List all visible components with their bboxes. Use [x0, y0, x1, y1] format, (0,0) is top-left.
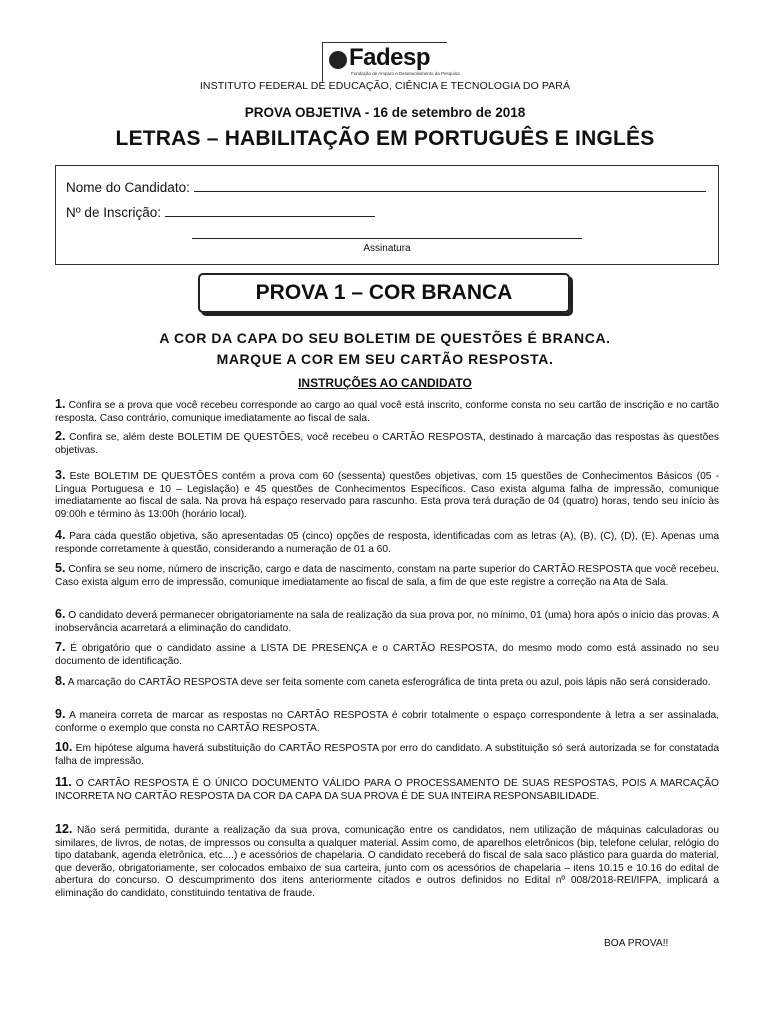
exam-date: PROVA OBJETIVA - 16 de setembro de 2018: [244, 105, 526, 120]
registration-line[interactable]: [165, 204, 375, 217]
candidate-name-line[interactable]: [194, 179, 706, 192]
cover-color-notice: A COR DA CAPA DO SEU BOLETIM DE QUESTÕES É BRANCA.: [159, 330, 611, 346]
registration-field[interactable]: [66, 204, 375, 220]
candidate-name-field[interactable]: [66, 179, 706, 195]
cover-color-instruction: MARQUE A COR EM SEU CARTÃO RESPOSTA.: [216, 351, 554, 367]
institute-name: INSTITUTO FEDERAL DE EDUCAÇÃO, CIÊNCIA E TECNOLOGIA DO PARÁ: [199, 80, 571, 92]
instruction-item: 9. A maneira correta de marcar as respostas no CARTÃO RESPOSTA é cobrir totalmente o espaço correspondente à letra a ser assinalada, conforme o exemplo que consta no CARTÃO RESPOSTA.: [55, 707, 719, 734]
logo-mark-icon: [329, 51, 347, 69]
instruction-item: 11. O CARTÃO RESPOSTA É O ÚNICO DOCUMENTO VÁLIDO PARA O PROCESSAMENTO DE SUAS RESPOSTAS, POIS A MARCAÇÃO INCORRETA NO CARTÃO RESPOSTA DA COR DA CAPA DA SUA PROVA É DE SUA INTEIRA RESPONSABILIDADE.: [55, 775, 719, 802]
logo-name: Fadesp: [349, 44, 431, 71]
instruction-item: 7. É obrigatório que o candidato assine a LISTA DE PRESENÇA e o CARTÃO RESPOSTA, do mesmo modo como está assinado no seu documento de identificação.: [55, 640, 719, 667]
instruction-item: 10. Em hipótese alguma haverá substituição do CARTÃO RESPOSTA por erro do candidato. A substituição só será autorizada se for constatada falha de impressão.: [55, 740, 719, 767]
instruction-item: 8. A marcação do CARTÃO RESPOSTA deve ser feita somente com caneta esferográfica de tinta preta ou azul, pois lápis não será considerado.: [55, 674, 711, 688]
candidate-name-label: Nome do Candidato:: [66, 180, 190, 195]
course-title: LETRAS – HABILITAÇÃO EM PORTUGUÊS E INGLÊS: [115, 127, 655, 150]
instruction-item: 3. Este BOLETIM DE QUESTÕES contém a prova com 60 (sessenta) questões objetivas, com 15 questões de Conhecimentos Básicos (05 - Língua Portuguesa e 10 – Legislação) e 45 questões de Conhecimentos Específicos. Caso exista alguma falha de impressão, comunique imediatamente ao fiscal de sala. Na prova há espaço reservado para rascunho. Esta prova terá duração de 04 (quatro) horas, tendo seu início às 09:00h e término às 13:00h (horário local).: [55, 468, 719, 520]
logo-tagline: Fundação de Amparo e Desenvolvimento da Pesquisa: [351, 71, 460, 76]
instruction-item: 12. Não será permitida, durante a realização da sua prova, comunicação entre os candidatos, nem utilização de máquinas calculadoras ou similares, de livros, de notas, de impressos ou consulta a qualquer material. Assim como, de aparelhos eletrônicos (bip, telefone celular, relógio do tipo databank, agenda eletrônica, etc....) e acessórios de chapelaria. O candidato receberá do fiscal de sala saco plástico para guarda do material, que deverão, obrigatoriamente, ser colocados embaixo de sua carteira, junto com os acessórios de chapelaria – itens 10.15 e 10.16 do edital de abertura do concurso. O descumprimento dos itens anteriormente citados e outros definidos no Edital nº 008/2018-REI/IFPA, implicará a eliminação do candidato, constituindo tentativa de fraude.: [55, 822, 719, 899]
instruction-item: 6. O candidato deverá permanecer obrigatoriamente na sala de realização da sua prova por, no mínimo, 01 (uma) hora após o início das provas. A inobservância acarretará a eliminação do candidato.: [55, 607, 719, 634]
closing-message: BOA PROVA!!: [604, 938, 669, 949]
fadesp-logo: [322, 42, 460, 83]
instruction-item: 5. Confira se seu nome, número de inscrição, cargo e data de nascimento, constam na parte superior do CARTÃO RESPOSTA que você recebeu. Caso exista algum erro de impressão, comunique imediatamente ao fiscal de sala, a fim de que este registre a correção na Ata de Sala.: [55, 561, 719, 588]
instructions-title: INSTRUÇÕES AO CANDIDATO: [298, 376, 472, 390]
registration-label: Nº de Inscrição:: [66, 205, 161, 220]
prova-title-box: PROVA 1 – COR BRANCA: [198, 273, 570, 313]
instruction-item: 1. Confira se a prova que você recebeu corresponde ao cargo ao qual você está inscrito, conforme consta no seu cartão de inscrição e no cartão resposta. Caso contrário, comunique imediatamente ao fiscal de sala.: [55, 397, 719, 424]
instruction-item: 2. Confira se, além deste BOLETIM DE QUESTÕES, você recebeu o CARTÃO RESPOSTA, destinado à marcação das respostas às questões objetivas.: [55, 429, 719, 456]
instruction-item: 4. Para cada questão objetiva, são apresentadas 05 (cinco) opções de resposta, identificadas com as letras (A), (B), (C), (D), (E). Apenas uma responde corretamente à questão, considerando a numeração de 01 a 60.: [55, 528, 719, 555]
candidate-box: [55, 165, 719, 265]
signature-label: Assinatura: [363, 243, 411, 254]
signature-line[interactable]: [192, 238, 582, 239]
